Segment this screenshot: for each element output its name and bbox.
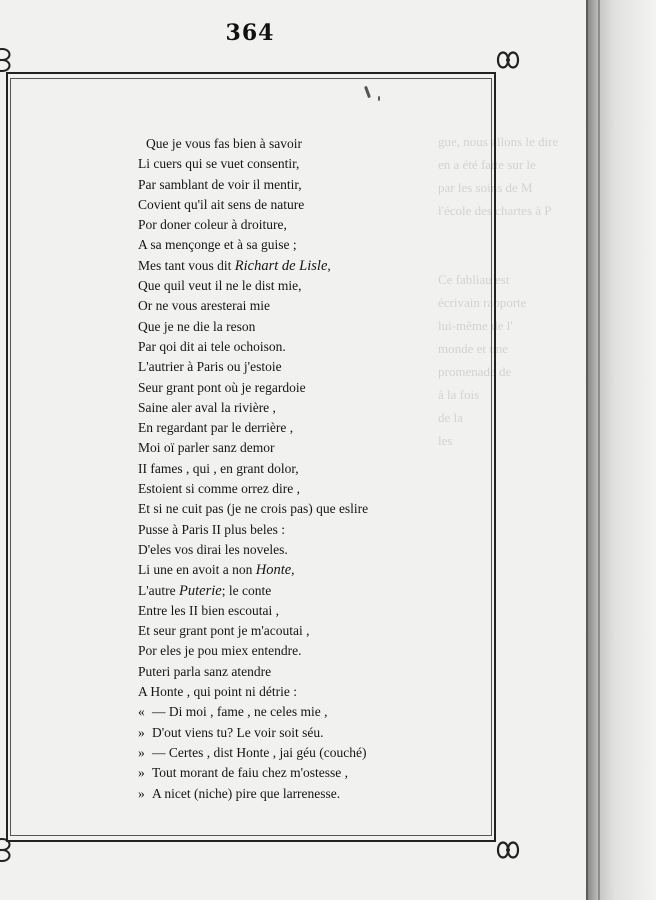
- verse-text: L'autrier à Paris ou j'estoie: [138, 359, 282, 375]
- verse-line: [138, 499, 468, 519]
- verse-text: — Di moi , fame , ne celes mie ,: [152, 704, 328, 720]
- corner-ornament-icon: [0, 836, 16, 864]
- verse-line: [138, 763, 468, 783]
- verse-text: Tout morant de faiu chez m'ostesse ,: [152, 765, 349, 781]
- verse-text: Par samblant de voir il mentir,: [138, 176, 302, 192]
- verse-line: [138, 743, 468, 763]
- show-through-line: de la: [438, 410, 463, 425]
- quote-mark: «: [138, 704, 145, 720]
- page-edge-line: [598, 0, 600, 900]
- verse-line: [138, 662, 468, 682]
- verse-text: Puteri parla sanz atendre: [138, 663, 272, 679]
- verse-text: Saine aler aval la rivière ,: [138, 399, 276, 415]
- verse-line: [138, 520, 468, 540]
- verse-line: [138, 256, 468, 276]
- verse-line: [138, 418, 468, 438]
- verse-line: [138, 601, 468, 621]
- verse-text: Que je vous fas bien à savoir: [146, 136, 302, 151]
- verse-line: [138, 357, 468, 377]
- verse-text: Pusse à Paris II plus beles :: [138, 521, 285, 537]
- verse-text: — Certes , dist Honte , jai géu (couché): [152, 744, 367, 760]
- verse-italic-name: Richart de Lisle: [234, 257, 328, 274]
- verse-text: Por eles je pou miex entendre.: [138, 643, 302, 659]
- verse-text: Li cuers qui se vuet consentir,: [138, 156, 300, 172]
- verse-italic-name: Puterie: [179, 582, 222, 599]
- show-through-line: promenade de: [438, 364, 512, 379]
- show-through-line: lui-même de l': [438, 318, 513, 333]
- verse-text: Or ne vous aresterai mie: [138, 298, 270, 314]
- verse-line: [138, 154, 468, 174]
- verse-line: [138, 276, 468, 296]
- verse-text: Entre les II bien escoutai ,: [138, 602, 279, 618]
- verse-line: [138, 195, 468, 215]
- verse-text: ; le conte: [221, 582, 272, 598]
- quote-mark: »: [138, 724, 145, 740]
- verse-text: D'eles vos dirai les noveles.: [138, 541, 288, 557]
- verse-text: Seur grant pont où je regardoie: [138, 379, 306, 395]
- verse-text: A sa mençonge et à sa guise ;: [138, 237, 297, 253]
- verse-text: Li une en avoit a non: [138, 562, 256, 578]
- verse-line: [138, 175, 468, 195]
- verse-text: En regardant par le derrière ,: [138, 420, 294, 436]
- verse-line: [138, 723, 468, 743]
- ink-speck: [378, 96, 380, 101]
- verse-text: Et seur grant pont je m'acoutai ,: [138, 623, 310, 639]
- verse-line: [138, 398, 468, 418]
- verse-text: Mes tant vous dit: [138, 257, 235, 273]
- show-through-line: à la fois: [438, 387, 480, 402]
- page-number: 364: [225, 20, 275, 46]
- verse-line: [138, 317, 468, 337]
- verse-line: [138, 438, 468, 458]
- verse-text: Que je ne die la reson: [138, 318, 256, 334]
- verse-text: Por doner coleur à droiture,: [138, 217, 287, 233]
- verse-line: [138, 459, 468, 479]
- verse-text: D'out viens tu? Le voir soit séu.: [152, 724, 324, 740]
- show-through-line: Ce fabliau est: [438, 272, 510, 287]
- verse-line: [138, 560, 468, 580]
- verse-line: [138, 337, 468, 357]
- corner-ornament-icon: [0, 46, 16, 74]
- verse-line: [138, 641, 468, 661]
- verse-text: ,: [291, 562, 295, 578]
- verse-text: A nicet (niche) pire que larrenesse.: [152, 785, 341, 801]
- verse-line: [138, 540, 468, 560]
- verse-line: [138, 479, 468, 499]
- show-through-line: en a été faite sur le: [438, 157, 536, 172]
- verse-text: Covient qu'il ait sens de nature: [138, 196, 305, 212]
- show-through-line: par les soins de M: [438, 180, 533, 195]
- verse-text: Estoient si comme orrez dire ,: [138, 481, 300, 497]
- verse-italic-name: Honte: [255, 562, 292, 579]
- verse-text: Moi oï parler sanz demor: [138, 440, 275, 456]
- show-through-line: les: [438, 433, 453, 448]
- verse-line: [138, 581, 468, 601]
- verse-line: [138, 296, 468, 316]
- quote-mark: »: [138, 785, 145, 801]
- verse-line: [138, 682, 468, 702]
- verse-line: [138, 215, 468, 235]
- verse-line: [138, 702, 468, 722]
- quote-mark: »: [138, 765, 145, 781]
- verse-text: II fames , qui , en grant dolor,: [138, 460, 299, 476]
- show-through-line: gue, nous allons le dire: [438, 134, 559, 149]
- verse-line: [138, 378, 468, 398]
- show-through-line: écrivain rapporte: [438, 295, 527, 310]
- verse-text: A Honte , qui point ni détrie :: [138, 684, 297, 700]
- corner-ornament-icon: [494, 836, 522, 864]
- corner-ornament-icon: [494, 46, 522, 74]
- verse-text: L'autre: [138, 582, 180, 598]
- quote-mark: »: [138, 744, 145, 760]
- show-through-line: monde et une: [438, 341, 509, 356]
- verse-text: Que quil veut il ne le dist mie,: [138, 278, 302, 294]
- show-through-line: l'école des chartes à P: [438, 203, 552, 218]
- verse-text: Par qoi dit ai tele ochoison.: [138, 338, 286, 354]
- verse-line: [138, 784, 468, 804]
- poem-text: [138, 134, 468, 804]
- verse-line: [138, 621, 468, 641]
- verse-line: [138, 134, 468, 154]
- verse-text: ,: [327, 257, 331, 273]
- verse-line: [138, 235, 468, 255]
- verse-text: Et si ne cuit pas (je ne crois pas) que eslire: [138, 501, 369, 517]
